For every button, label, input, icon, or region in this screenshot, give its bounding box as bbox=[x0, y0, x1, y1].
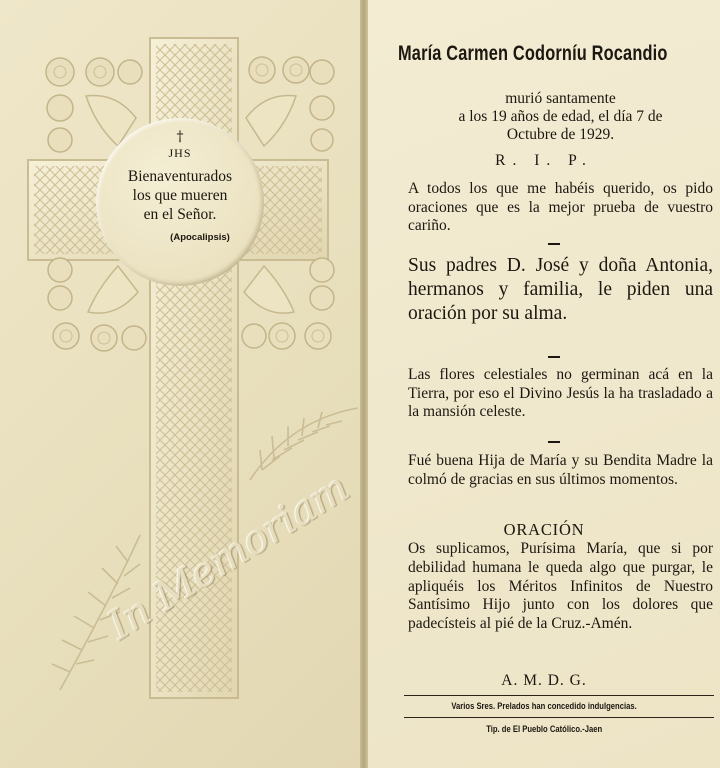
scripture-medallion bbox=[96, 118, 264, 286]
indulgences-text: Varios Sres. Prelados han concedido indulgencias. bbox=[451, 701, 637, 711]
deceased-name: María Carmen Codorníu Rocandio bbox=[398, 42, 668, 65]
prayer-text: Os suplicamos, Purísima María, que si por debilidad humana le queda algo que purgar, le apliquéis los Méritos Infinitos de Nuestro Santísimo Hijo junto con los dolores que padecísteis al pié de la Cruz.-Amén. bbox=[408, 540, 713, 633]
rip-line: R. I. P. bbox=[495, 152, 593, 169]
separator-dash bbox=[548, 243, 560, 245]
celestial-flowers-paragraph: Las flores celestiales no germinan acá en la Tierra, por eso el Divino Jesús la ha trasladado a la mansión celeste. bbox=[408, 366, 713, 420]
in-memoriam-script: In Memoriam bbox=[100, 464, 358, 650]
request-prayers-paragraph: A todos los que me habéis querido, os pido oraciones que es la mejor prueba de vuestro cariño. bbox=[408, 180, 713, 234]
memorial-text-panel bbox=[368, 0, 720, 768]
beatitude-text: Bienaventurados los que mueren en el Señor. bbox=[127, 168, 233, 223]
jhs-monogram: JHS bbox=[168, 146, 192, 160]
scripture-source: (Apocalipsis) bbox=[170, 232, 230, 243]
death-notice: murió santamente a los 19 años de edad, el día 7 de Octubre de 1929. bbox=[458, 90, 663, 143]
divider-line bbox=[404, 717, 714, 718]
indulgences-note bbox=[368, 701, 720, 711]
prayer-heading: ORACIÓN bbox=[503, 520, 585, 539]
divider-line bbox=[404, 695, 714, 696]
card-fold bbox=[360, 0, 368, 768]
printer-credit bbox=[368, 724, 720, 734]
amdg-closing: A. M. D. G. bbox=[501, 672, 587, 689]
cross-icon: † bbox=[176, 129, 184, 145]
family-paragraph: Sus padres D. José y doña Antonia, hermanos y familia, le piden una oración por su alma. bbox=[408, 255, 713, 324]
separator-dash bbox=[548, 356, 560, 358]
daughter-of-mary-paragraph: Fué buena Hija de María y su Bendita Madre la colmó de gracias en sus últimos momentos. bbox=[408, 452, 713, 488]
separator-dash bbox=[548, 441, 560, 443]
printer-text: Tip. de El Pueblo Católico.-Jaen bbox=[486, 724, 602, 734]
